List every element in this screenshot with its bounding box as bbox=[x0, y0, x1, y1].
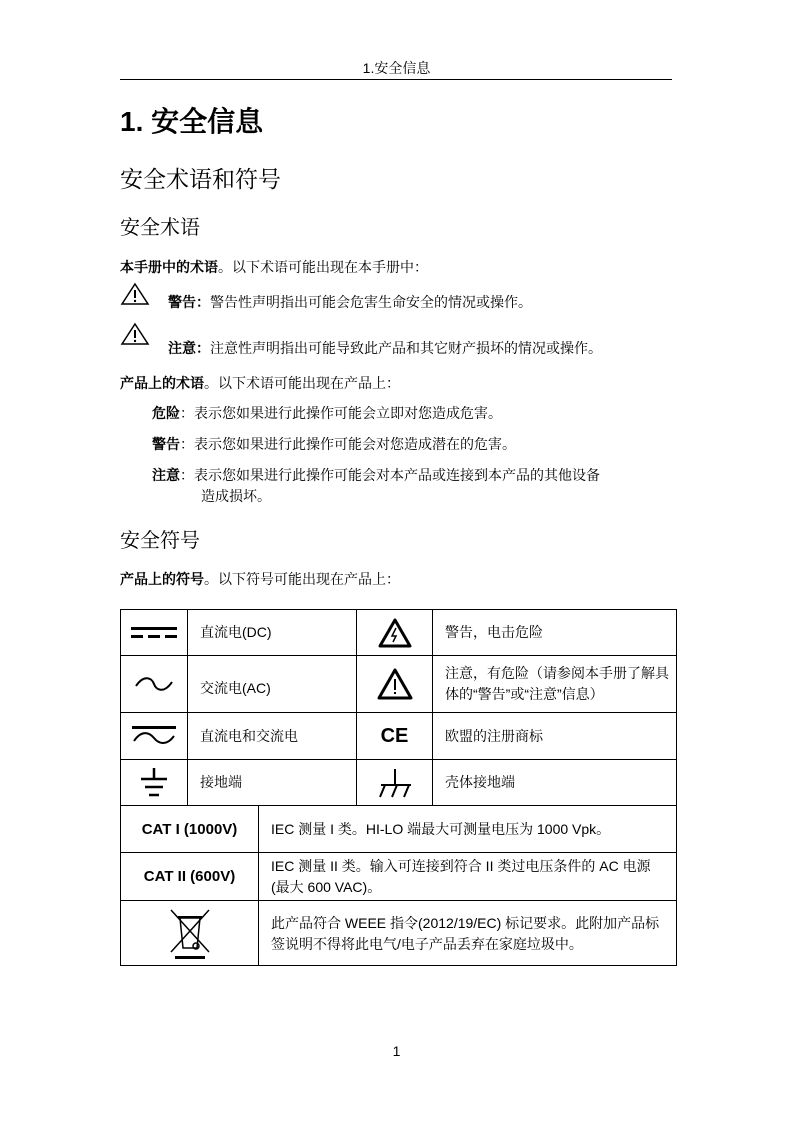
dc-ac-icon bbox=[132, 725, 176, 747]
product-symbols-intro bbox=[120, 569, 400, 589]
caution-definition bbox=[168, 338, 602, 358]
text: 警告性声明指出可能会危害生命安全的情况或操作。 bbox=[210, 294, 532, 310]
ac-symbol-cell bbox=[121, 656, 188, 713]
weee-bin-icon bbox=[167, 906, 213, 962]
caution-term bbox=[152, 465, 600, 485]
label: 注意 bbox=[152, 467, 180, 483]
symbols-table bbox=[120, 609, 677, 966]
label: 产品上的术语 bbox=[120, 375, 204, 391]
electric-shock-icon bbox=[378, 618, 412, 648]
dcac-symbol-cell bbox=[121, 713, 188, 760]
danger-term bbox=[152, 403, 502, 423]
chassis-symbol-cell bbox=[357, 760, 433, 806]
caution-icon bbox=[377, 668, 413, 700]
label: 本手册中的术语 bbox=[120, 259, 218, 275]
warning-triangle-icon bbox=[120, 282, 150, 306]
label: 产品上的符号 bbox=[120, 571, 204, 587]
ground-label: 接地端 bbox=[188, 760, 357, 806]
label: 注意： bbox=[168, 340, 210, 356]
chassis-label: 壳体接地端 bbox=[433, 760, 677, 806]
manual-terms-intro bbox=[120, 257, 428, 277]
caution-triangle-icon bbox=[120, 322, 150, 346]
ac-icon bbox=[134, 676, 174, 692]
weee-description: 此产品符合 WEEE 指令(2012/19/EC) 标记要求。此附加产品标签说明不得将此电气/电子产品丢弃在家庭垃圾中。 bbox=[271, 914, 660, 952]
ac-label: 交流电(AC) bbox=[188, 656, 357, 713]
cat1-label: CAT I (1000V) bbox=[121, 806, 259, 853]
caution-term-cont: 造成损坏。 bbox=[201, 488, 271, 504]
ground-icon bbox=[139, 768, 169, 798]
warning-definition bbox=[168, 292, 532, 312]
shock-label: 警告，电击危险 bbox=[433, 610, 677, 656]
page-title: 1. 安全信息 bbox=[120, 106, 264, 137]
text: 注意性声明指出可能导致此产品和其它财产损坏的情况或操作。 bbox=[210, 340, 602, 356]
text: 。以下术语可能出现在产品上： bbox=[204, 375, 400, 391]
weee-symbol-cell bbox=[121, 901, 259, 966]
text: ：表示您如果进行此操作可能会对本产品或连接到本产品的其他设备 bbox=[180, 467, 600, 483]
dcac-label: 直流电和交流电 bbox=[188, 713, 357, 760]
text: 。以下符号可能出现在产品上： bbox=[204, 571, 400, 587]
product-terms-intro bbox=[120, 373, 400, 393]
text: 。以下术语可能出现在本手册中： bbox=[218, 259, 428, 275]
cat2-description: IEC 测量 II 类。输入可连接到符合 II 类过电压条件的 AC 电源(最大 600 VAC)。 bbox=[259, 853, 677, 901]
dc-icon bbox=[131, 626, 177, 640]
ce-mark-icon: CE bbox=[357, 713, 433, 760]
subsection-safety-terms: 安全术语 bbox=[120, 217, 200, 239]
caution-symbol-cell bbox=[357, 656, 433, 713]
warning-term bbox=[152, 434, 516, 454]
header-rule bbox=[120, 79, 672, 80]
shock-symbol-cell bbox=[357, 610, 433, 656]
page-number: 1 bbox=[392, 1043, 401, 1059]
cat1-description: IEC 测量 I 类。HI-LO 端最大可测量电压为 1000 Vpk。 bbox=[259, 806, 677, 853]
text: ：表示您如果进行此操作可能会立即对您造成危害。 bbox=[180, 405, 502, 421]
chassis-ground-icon bbox=[375, 767, 415, 799]
section-heading: 安全术语和符号 bbox=[120, 166, 281, 192]
ground-symbol-cell bbox=[121, 760, 188, 806]
cat2-label: CAT II (600V) bbox=[121, 853, 259, 901]
running-header: 1.安全信息 bbox=[362, 60, 431, 76]
text: ：表示您如果进行此操作可能会对您造成潜在的危害。 bbox=[180, 436, 516, 452]
label: 危险 bbox=[152, 405, 180, 421]
ce-label: 欧盟的注册商标 bbox=[433, 713, 677, 760]
dc-symbol-cell bbox=[121, 610, 188, 656]
label: 警告 bbox=[152, 436, 180, 452]
caution-label: 注意，有危险（请参阅本手册了解具体的“警告”或“注意”信息） bbox=[433, 656, 677, 713]
label: 警告： bbox=[168, 294, 210, 310]
dc-label: 直流电(DC) bbox=[188, 610, 357, 656]
subsection-safety-symbols: 安全符号 bbox=[120, 530, 200, 552]
